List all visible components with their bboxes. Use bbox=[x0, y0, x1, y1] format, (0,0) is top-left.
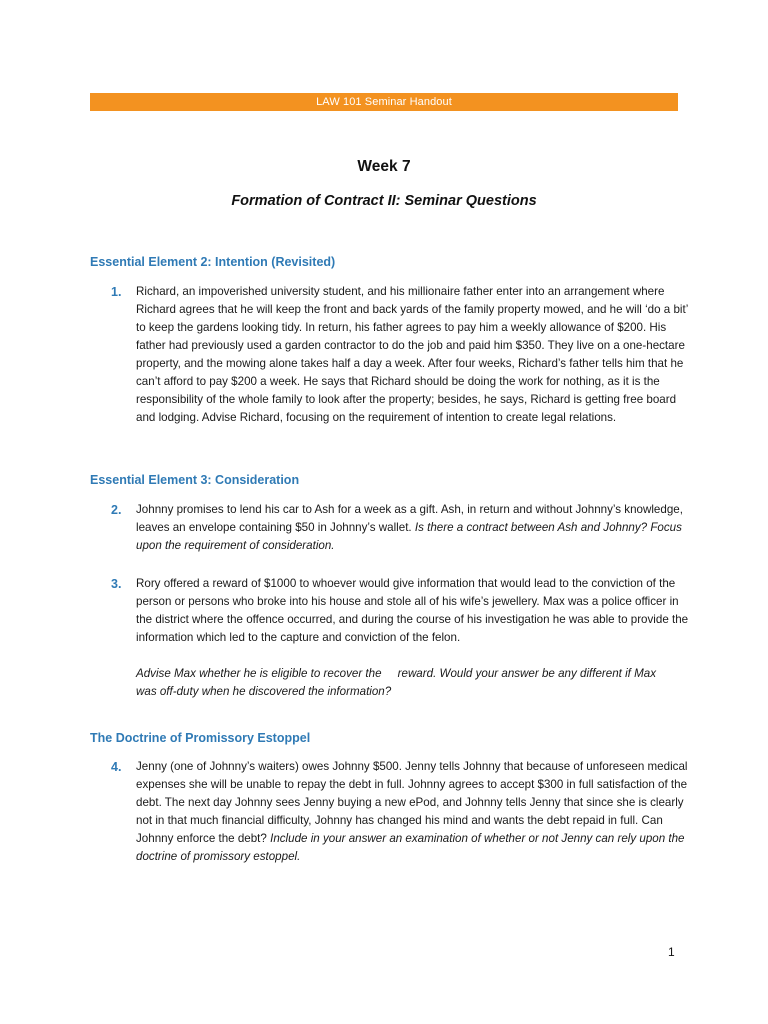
question-text bbox=[136, 283, 692, 427]
page-number: 1 bbox=[668, 945, 675, 959]
question-body: Rory offered a reward of $1000 to whoever would give information that would lead to the conviction of the person or persons who broke into his house and stole all of his wife’s jewellery. Max was a police officer in the district where the offence occurred, and during the course of his investigation he was able to provide the information which led to the capture and conviction of the felon. bbox=[136, 577, 689, 644]
question-number: 2. bbox=[111, 503, 122, 517]
week-title: Week 7 bbox=[357, 158, 411, 175]
section-heading-estoppel: The Doctrine of Promissory Estoppel bbox=[90, 731, 311, 745]
question-number: 1. bbox=[111, 285, 122, 299]
course-banner: LAW 101 Seminar Handout bbox=[90, 93, 678, 111]
question-body: Jenny (one of Johnny’s waiters) owes Johnny $500. Jenny tells Johnny that because of unforeseen medical expenses she will be unable to repay the debt in full. Johnny agrees to accept $300 in full satisfaction of the debt. The next day Johnny sees Jenny buying a new ePod, and Johnny tells Jenny that since she is clearly not in that much financial difficulty, Johnny has changed his mind and wants the debt repaid in full. Can Johnny enforce the debt? bbox=[136, 760, 688, 845]
question-body: Johnny promises to lend his car to Ash for a week as a gift. Ash, in return and without Johnny’s knowledge, leaves an envelope containing $50 in Johnny’s wallet. bbox=[136, 503, 683, 534]
question-prompt: Include in your answer an examination of whether or not Jenny can rely upon the doctrine of promissory estoppel. bbox=[136, 832, 685, 863]
document-subtitle: Formation of Contract II: Seminar Questions bbox=[231, 193, 537, 209]
question-3-followup: Advise Max whether he is eligible to recover the reward. Would your answer be any different if Max was off-duty when he discovered the information? bbox=[136, 667, 657, 698]
question-number: 4. bbox=[111, 760, 122, 774]
section-heading-intention: Essential Element 2: Intention (Revisited) bbox=[90, 255, 336, 269]
question-text bbox=[136, 575, 692, 647]
section-heading-consideration: Essential Element 3: Consideration bbox=[90, 473, 300, 487]
question-number: 3. bbox=[111, 577, 122, 591]
question-text bbox=[136, 501, 692, 555]
question-text bbox=[136, 758, 692, 866]
question-body: Richard, an impoverished university student, and his millionaire father enter into an arrangement where Richard agrees that he will keep the front and back yards of the family property mowed, and he will ‘do a bit’ to keep the gardens looking tidy. In return, his father agrees to pay him a weekly allowance of $200. His father had previously used a garden contractor to do the job and paid him $350. They live on a one-hectare property, and the mowing alone takes half a day a week. After four weeks, Richard’s father tells him that he can’t afford to pay $200 a week. He says that Richard should be doing the work for nothing, as it is the responsibility of the whole family to look after the property; besides, he says, Richard is getting free board and lodging. Advise Richard, focusing on the requirement of intention to create legal relations. bbox=[136, 285, 688, 424]
question-prompt: Is there a contract between Ash and Johnny? Focus upon the requirement of consideration. bbox=[136, 521, 682, 552]
